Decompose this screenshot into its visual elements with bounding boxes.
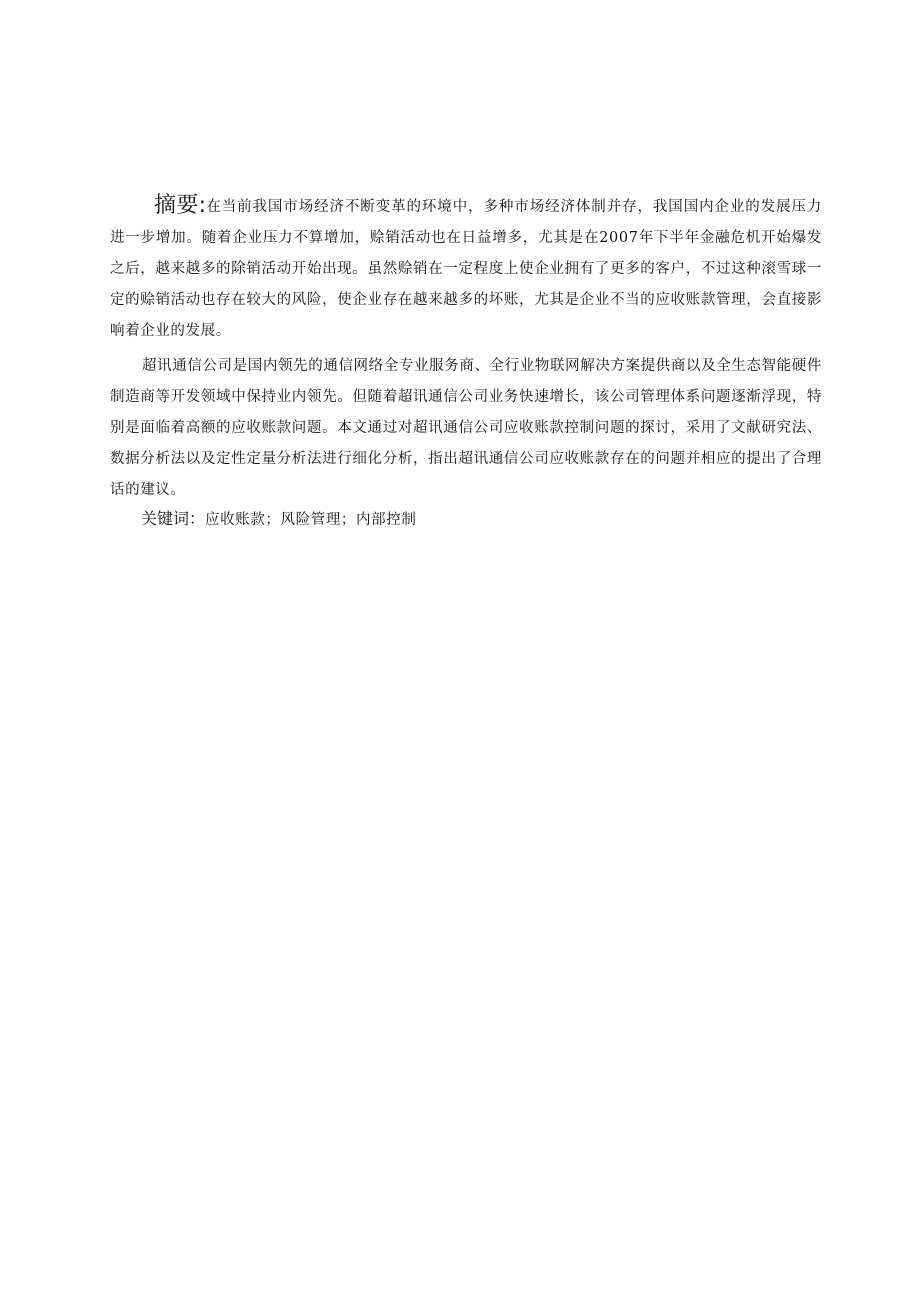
abstract-heading: 摘要: <box>154 193 207 218</box>
abstract-paragraph-1-text: 在当前我国市场经济不断变革的环境中，多种市场经济体制并存，我国国内企业的发展压力进一步增加。随着企业压力不算增加，赊销活动也在日益增多，尤其是在2007年下半年金融危机开始爆发之后，越来越多的除销活动开始出现。虽然赊销在一定程度上使企业拥有了更多的客户，不过这种滚雪球一定的赊销活动也存在较大的风险，使企业存在越来越多的坏账，尤其是企业不当的应收账款管理，会直接影响着企业的发展。 <box>110 199 822 339</box>
abstract-paragraph-2: 超讯通信公司是国内领先的通信网络全专业服务商、全行业物联网解决方案提供商以及全生态智能硬件制造商等开发领域中保持业内领先。但随着超讯通信公司业务快速增长，该公司管理体系问题逐渐浮现，特别是面临着高额的应收账款问题。本文通过对超讯通信公司应收账款控制问题的探讨，采用了文献研究法、数据分析法以及定性定量分析法进行细化分析，指出超讯通信公司应收账款存在的问题并相应的提出了合理话的建议。 <box>110 358 822 498</box>
keywords-value: 应收账款；风险管理；内部控制 <box>205 512 417 528</box>
keywords-label: 关键词： <box>141 509 206 528</box>
keywords-line <box>141 507 416 532</box>
abstract-section <box>110 190 822 506</box>
abstract-paragraph-1 <box>110 190 822 347</box>
